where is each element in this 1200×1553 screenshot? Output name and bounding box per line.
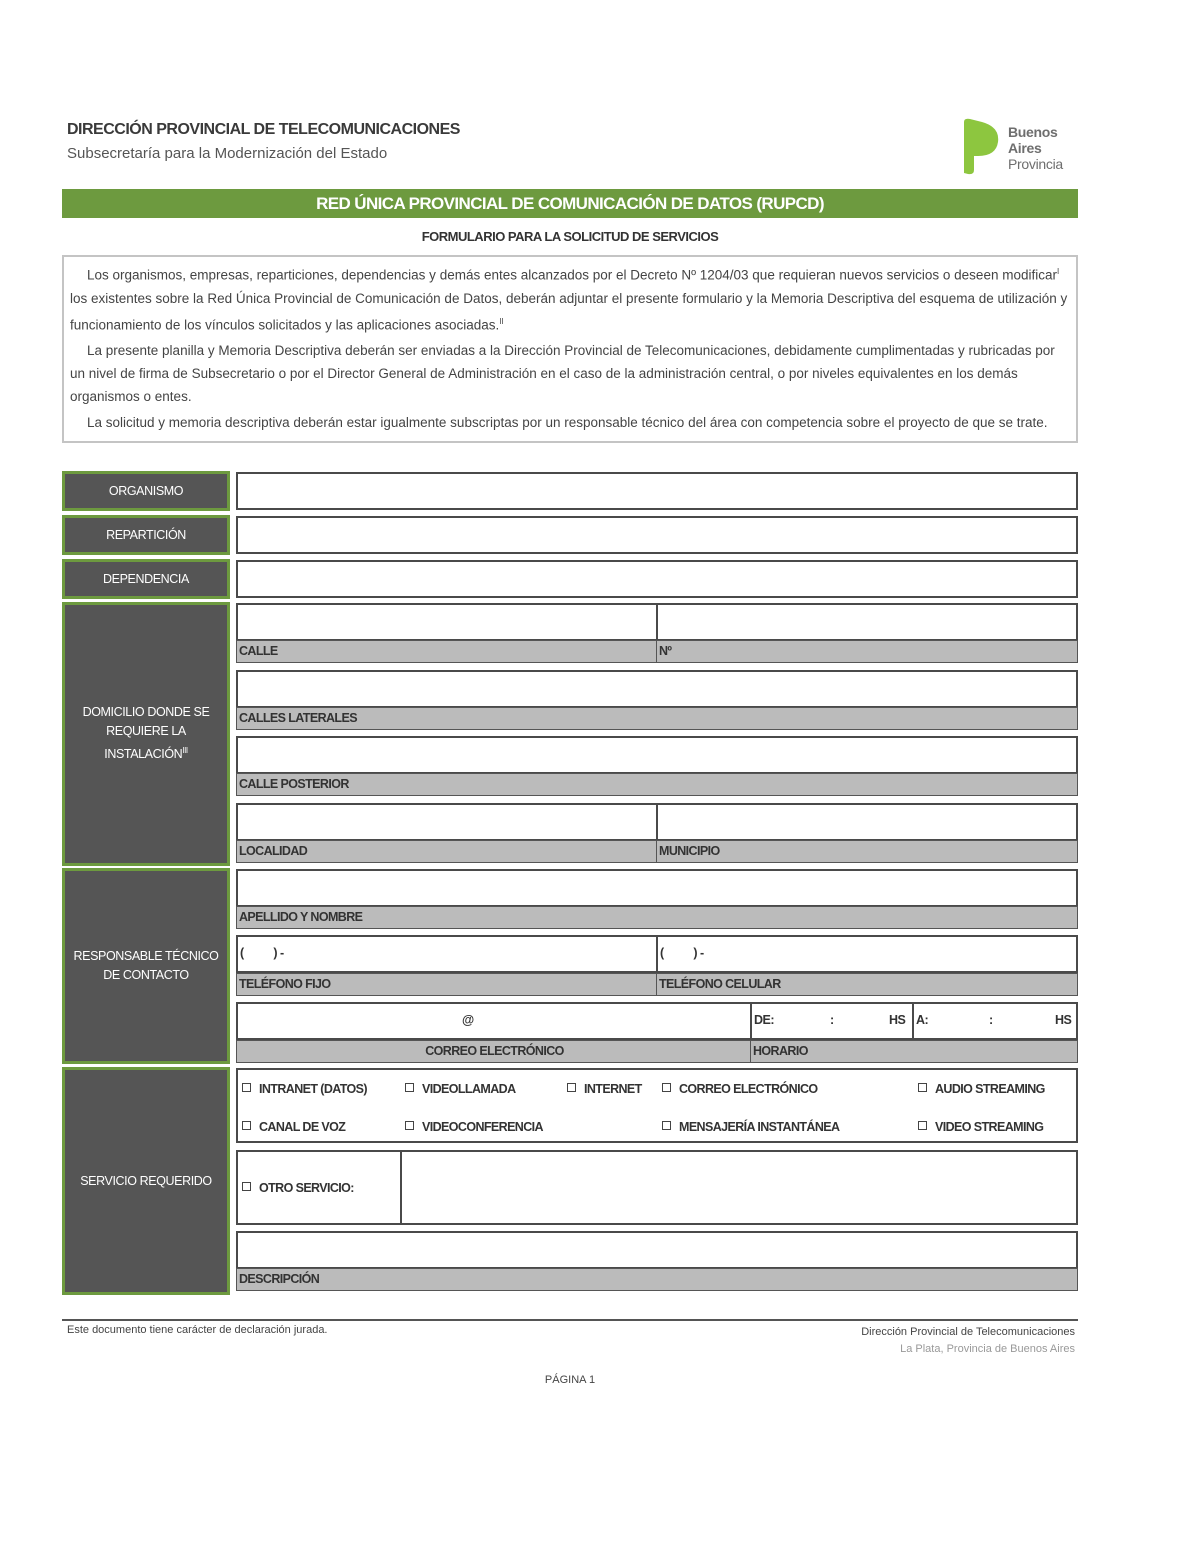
telefono-fijo-mask: ( ) - bbox=[240, 946, 284, 960]
logo-line-3: Provincia bbox=[1008, 156, 1063, 172]
footer-declaration: Este documento tiene carácter de declaración jurada. bbox=[67, 1324, 328, 1336]
checkbox-videoconferencia[interactable]: VIDEOCONFERENCIA bbox=[405, 1120, 543, 1134]
horario-hasta-input[interactable] bbox=[912, 1002, 1078, 1040]
logo-line-1: Buenos bbox=[1008, 124, 1058, 140]
otro-servicio-input[interactable] bbox=[400, 1150, 1078, 1225]
checkbox-videollamada[interactable]: VIDEOLLAMADA bbox=[405, 1082, 516, 1096]
reparticion-input[interactable] bbox=[236, 516, 1078, 554]
descripcion-input[interactable] bbox=[236, 1231, 1078, 1269]
horario-de-hs: HS bbox=[889, 1013, 906, 1027]
checkbox-icon bbox=[567, 1083, 576, 1092]
checkbox-audio-streaming[interactable]: AUDIO STREAMING bbox=[918, 1082, 1045, 1096]
telefono-celular-input[interactable] bbox=[656, 935, 1078, 973]
page-number: PÁGINA 1 bbox=[544, 1374, 596, 1386]
caption-calles-laterales: CALLES LATERALES bbox=[236, 707, 1078, 730]
label-dependencia: DEPENDENCIA bbox=[62, 559, 230, 599]
buenos-aires-logo bbox=[962, 118, 1072, 178]
dependencia-input[interactable] bbox=[236, 560, 1078, 598]
label-domicilio: DOMICILIO DONDE SE REQUIERE LA $INSTALACIÓN^{III}$ bbox=[62, 602, 230, 866]
checkbox-icon bbox=[242, 1182, 251, 1191]
checkbox-intranet[interactable]: INTRANET (DATOS) bbox=[242, 1082, 367, 1096]
header-subtitle: Subsecretaría para la Modernización del Estado bbox=[67, 145, 388, 162]
numero-input[interactable] bbox=[656, 603, 1078, 641]
footer-address bbox=[861, 1324, 1075, 1358]
caption-municipio: MUNICIPIO bbox=[656, 840, 1078, 863]
label-organismo: ORGANISMO bbox=[62, 471, 230, 511]
network-banner: RED ÚNICA PROVINCIAL DE COMUNICACIÓN DE DATOS (RUPCD) bbox=[62, 189, 1078, 218]
footer-city: La Plata, Provincia de Buenos Aires bbox=[900, 1343, 1075, 1355]
checkbox-otro-servicio[interactable]: OTRO SERVICIO: bbox=[242, 1181, 354, 1195]
intro-text-box bbox=[62, 255, 1078, 443]
telefono-fijo-input[interactable] bbox=[236, 935, 658, 973]
checkbox-video-streaming[interactable]: VIDEO STREAMING bbox=[918, 1120, 1043, 1134]
logo-line-2: Aires bbox=[1008, 140, 1042, 156]
label-reparticion: REPARTICIÓN bbox=[62, 515, 230, 555]
caption-calle-posterior: CALLE POSTERIOR bbox=[236, 773, 1078, 796]
organismo-input[interactable] bbox=[236, 472, 1078, 510]
apellido-nombre-input[interactable] bbox=[236, 869, 1078, 907]
calle-posterior-input[interactable] bbox=[236, 736, 1078, 774]
footer-agency: Dirección Provincial de Telecomunicaciones bbox=[861, 1326, 1075, 1338]
intro-paragraph-2: La presente planilla y Memoria Descriptiva deberán ser enviadas a la Dirección Provincial de Telecomunicaciones, debidamente cumplimentadas y rubricadas por un nivel de firma de Subsecretario o por el Director General de Administración en el caso de la administración central, o por niveles equivalentes en los demás organismos o entes. bbox=[70, 343, 1055, 404]
checkbox-mensajeria[interactable]: MENSAJERÍA INSTANTÁNEA bbox=[662, 1120, 839, 1134]
localidad-input[interactable] bbox=[236, 803, 658, 841]
checkbox-icon bbox=[242, 1083, 251, 1092]
caption-calle: CALLE bbox=[236, 640, 657, 663]
checkbox-icon bbox=[918, 1083, 927, 1092]
caption-correo: CORREO ELECTRÓNICO bbox=[236, 1040, 751, 1063]
province-logo-icon bbox=[962, 118, 1002, 176]
checkbox-icon bbox=[405, 1083, 414, 1092]
caption-horario: HORARIO bbox=[750, 1040, 1078, 1063]
intro-paragraph-1: Los organismos, empresas, reparticiones, dependencias y demás entes alcanzados por el Decreto Nº 1204/03 que requieran nuevos servicios o deseen modificar$^I$ los existentes sobre la Red Única Provincial de Comunicación de Datos, deberán adjuntar el presente formulario y la Memoria Descriptiva del esquema de utilización y funcionamiento de los vínculos solicitados y las aplicaciones asociadas.$^{II}$ bbox=[70, 267, 1068, 332]
caption-telefono-celular: TELÉFONO CELULAR bbox=[656, 973, 1078, 996]
horario-a-label: A: bbox=[916, 1013, 929, 1027]
checkbox-icon bbox=[405, 1121, 414, 1130]
checkbox-canal-voz[interactable]: CANAL DE VOZ bbox=[242, 1120, 345, 1134]
checkbox-icon bbox=[662, 1083, 671, 1092]
calles-laterales-input[interactable] bbox=[236, 670, 1078, 708]
label-responsable: RESPONSABLE TÉCNICO DE CONTACTO bbox=[62, 868, 230, 1064]
telefono-celular-mask: ( ) - bbox=[660, 946, 704, 960]
calle-input[interactable] bbox=[236, 603, 658, 641]
horario-de-label: DE: bbox=[754, 1013, 775, 1027]
caption-descripcion: DESCRIPCIÓN bbox=[236, 1268, 1078, 1291]
caption-apellido-nombre: APELLIDO Y NOMBRE bbox=[236, 906, 1078, 929]
intro-paragraph-3: La solicitud y memoria descriptiva deberán estar igualmente subscriptas por un responsable técnico del área con competencia sobre el proyecto de que se trate. bbox=[87, 415, 1048, 430]
caption-numero: Nº bbox=[656, 640, 1078, 663]
caption-telefono-fijo: TELÉFONO FIJO bbox=[236, 973, 657, 996]
checkbox-internet[interactable]: INTERNET bbox=[567, 1082, 642, 1096]
horario-a-hs: HS bbox=[1055, 1013, 1072, 1027]
correo-input[interactable] bbox=[236, 1002, 752, 1040]
label-servicio: SERVICIO REQUERIDO bbox=[62, 1067, 230, 1295]
footer-divider bbox=[62, 1319, 1078, 1321]
caption-localidad: LOCALIDAD bbox=[236, 840, 657, 863]
header-title: DIRECCIÓN PROVINCIAL DE TELECOMUNICACIONES bbox=[67, 121, 460, 138]
horario-a-colon: : bbox=[989, 1013, 993, 1027]
checkbox-icon bbox=[662, 1121, 671, 1130]
at-sign: @ bbox=[462, 1013, 474, 1027]
checkbox-correo[interactable]: CORREO ELECTRÓNICO bbox=[662, 1082, 818, 1096]
municipio-input[interactable] bbox=[656, 803, 1078, 841]
horario-de-colon: : bbox=[830, 1013, 834, 1027]
checkbox-icon bbox=[918, 1121, 927, 1130]
checkbox-icon bbox=[242, 1121, 251, 1130]
form-title: FORMULARIO PARA LA SOLICITUD DE SERVICIOS bbox=[421, 229, 719, 244]
